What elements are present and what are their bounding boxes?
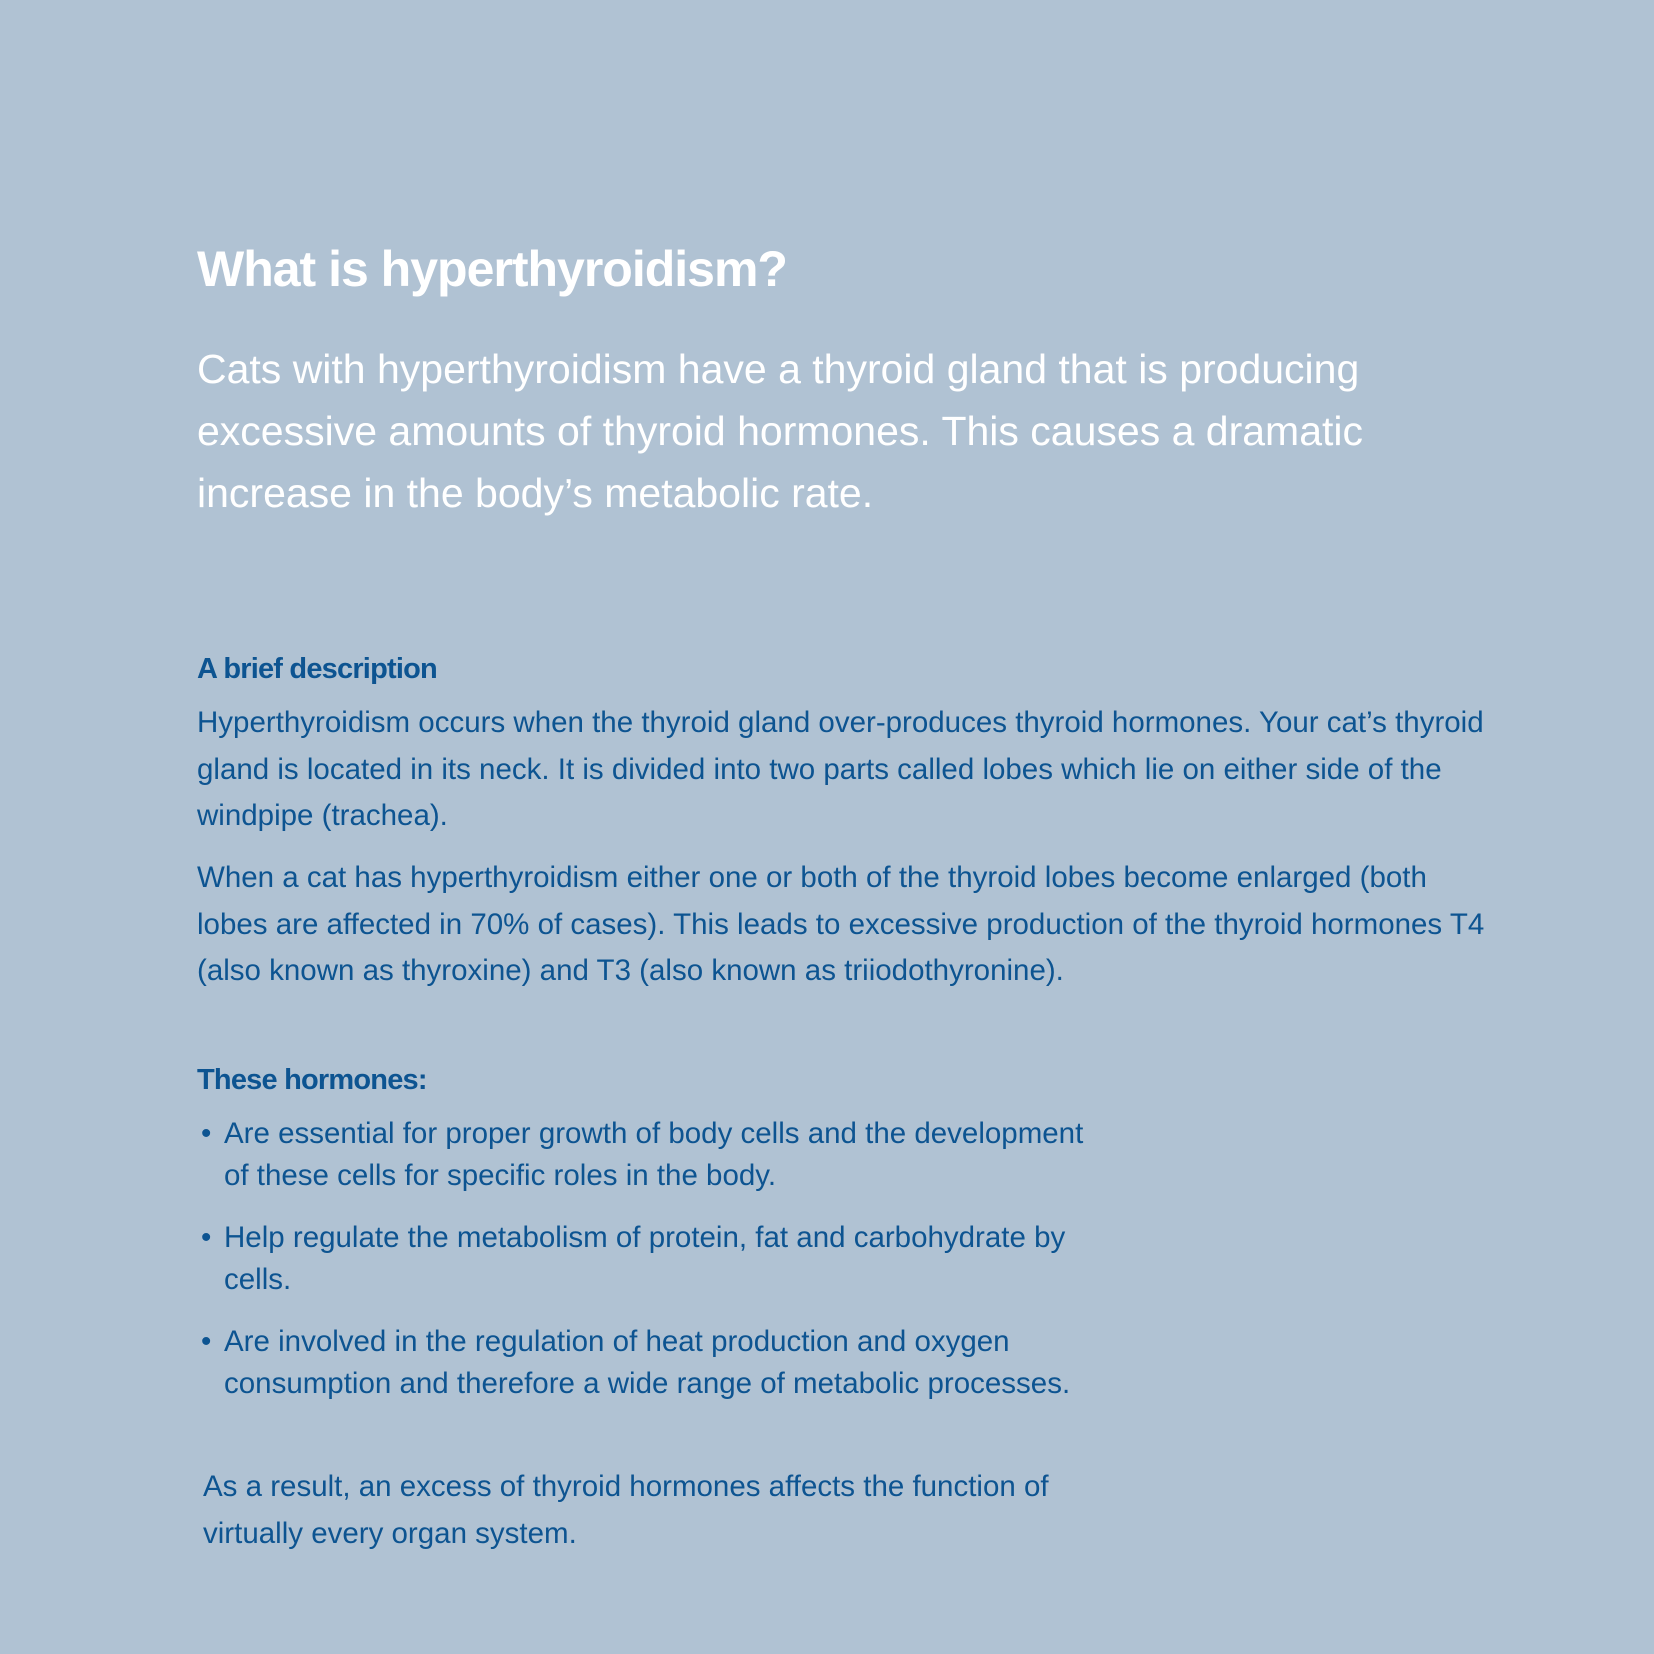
lead-paragraph: Cats with hyperthyroidism have a thyroid gland that is producing excessive amounts of thyroid hormones. This causes a dramatic increase in the body’s metabolic rate.: [197, 346, 1363, 516]
bullet-icon: •: [201, 1325, 212, 1358]
paragraph-2: When a cat has hyperthyroidism either one or both of the thyroid lobes become enlarged (both lobes are affected in 70% of cases). This leads to excessive production of the thyroid hormones T4 (also known as thyroxine) and T3 (also known as triiodothyronine).: [197, 861, 1485, 987]
list-item: [197, 1321, 1097, 1405]
list-item-text: Help regulate the metabolism of protein, fat and carbohydrate by cells.: [224, 1221, 1066, 1296]
bullet-icon: •: [201, 1221, 212, 1254]
section-heading: A brief description: [197, 653, 437, 685]
hormone-list: [197, 1113, 1097, 1425]
conclusion-paragraph: As a result, an excess of thyroid hormones affects the function of virtually every organ system.: [203, 1470, 1049, 1550]
list-item: [197, 1217, 1097, 1301]
list-item-text: Are involved in the regulation of heat production and oxygen consumption and therefore a wide range of metabolic processes.: [224, 1325, 1071, 1400]
list-item-text: Are essential for proper growth of body cells and the development of these cells for specific roles in the body.: [224, 1117, 1084, 1192]
list-heading: These hormones:: [197, 1064, 427, 1096]
bullet-icon: •: [201, 1117, 212, 1150]
page-title: What is hyperthyroidism?: [197, 241, 787, 297]
list-item: [197, 1113, 1097, 1197]
paragraph-1: Hyperthyroidism occurs when the thyroid gland over-produces thyroid hormones. Your cat’s thyroid gland is located in its neck. It is divided into two parts called lobes which lie on either side of the windpipe (trachea).: [197, 706, 1484, 832]
